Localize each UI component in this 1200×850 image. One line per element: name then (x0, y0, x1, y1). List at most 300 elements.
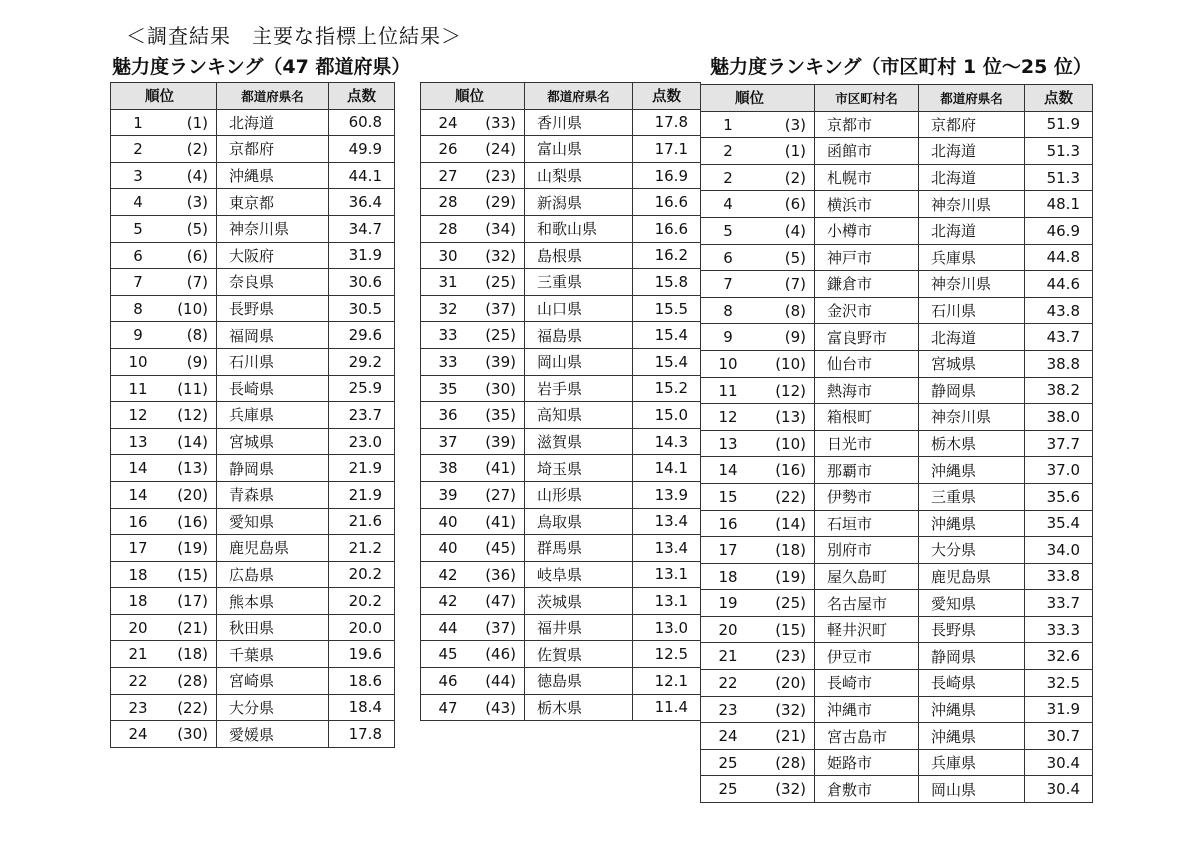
prefecture-name: 福岡県 (217, 322, 329, 349)
score-value: 51.3 (1025, 164, 1093, 191)
city-name: 倉敷市 (815, 776, 919, 803)
score-header: 点数 (633, 83, 701, 110)
prefecture-name: 栃木県 (919, 430, 1025, 457)
prefecture-name: 岩手県 (525, 375, 633, 402)
city-name: 姫路市 (815, 749, 919, 776)
rank-cell (111, 109, 217, 136)
prefecture-name: 愛媛県 (217, 721, 329, 748)
rank-cell (701, 191, 815, 218)
score-value: 33.3 (1025, 616, 1093, 643)
previous-rank: (28) (775, 753, 806, 772)
prefecture-name: 宮城県 (217, 428, 329, 455)
previous-rank: (15) (177, 565, 208, 584)
rank-cell (111, 402, 217, 429)
score-value: 30.6 (329, 269, 395, 296)
table-row (111, 136, 395, 163)
previous-rank: (4) (186, 166, 208, 185)
current-rank: 23 (718, 700, 738, 719)
previous-rank: (25) (485, 273, 516, 292)
previous-rank: (37) (485, 299, 516, 318)
table-row (111, 162, 395, 189)
table-row (421, 109, 701, 136)
table-row (701, 191, 1093, 218)
score-value: 21.6 (329, 508, 395, 535)
table-row (421, 269, 701, 296)
prefecture-name: 神奈川県 (919, 191, 1025, 218)
score-value: 30.7 (1025, 723, 1093, 750)
prefecture-name: 青森県 (217, 481, 329, 508)
current-rank: 30 (438, 246, 458, 265)
current-rank: 20 (718, 620, 738, 639)
previous-rank: (18) (177, 645, 208, 664)
rank-cell (701, 271, 815, 298)
score-value: 37.0 (1025, 457, 1093, 484)
score-value: 15.8 (633, 269, 701, 296)
score-value: 46.9 (1025, 217, 1093, 244)
prefecture-name: 長崎県 (919, 670, 1025, 697)
previous-rank: (33) (485, 113, 516, 132)
table-row (421, 694, 701, 721)
current-rank: 19 (718, 594, 738, 613)
previous-rank: (47) (485, 592, 516, 611)
rank-cell (111, 508, 217, 535)
previous-rank: (11) (177, 379, 208, 398)
current-rank: 9 (133, 326, 143, 345)
current-rank: 47 (438, 698, 458, 717)
previous-rank: (10) (775, 434, 806, 453)
score-value: 13.4 (633, 535, 701, 562)
table-row (421, 375, 701, 402)
rank-cell (111, 694, 217, 721)
previous-rank: (44) (485, 672, 516, 691)
previous-rank: (8) (186, 326, 208, 345)
score-value: 44.8 (1025, 244, 1093, 271)
table-row (701, 643, 1093, 670)
score-value: 18.6 (329, 668, 395, 695)
table-row (111, 668, 395, 695)
table-row (111, 269, 395, 296)
prefecture-name: 滋賀県 (525, 428, 633, 455)
table-row (701, 723, 1093, 750)
city-name: 伊勢市 (815, 483, 919, 510)
score-value: 17.8 (329, 721, 395, 748)
city-name: 小樽市 (815, 217, 919, 244)
prefecture-name: 静岡県 (919, 643, 1025, 670)
current-rank: 17 (718, 541, 738, 560)
rank-cell (421, 614, 525, 641)
score-value: 38.8 (1025, 350, 1093, 377)
prefecture-name: 岡山県 (919, 776, 1025, 803)
prefecture-name: 茨城県 (525, 588, 633, 615)
city-name: 長崎市 (815, 670, 919, 697)
table-row (111, 721, 395, 748)
city-name: 箱根町 (815, 404, 919, 431)
table-row (111, 428, 395, 455)
current-rank: 40 (438, 512, 458, 531)
previous-rank: (22) (177, 698, 208, 717)
prefecture-name: 兵庫県 (919, 244, 1025, 271)
current-rank: 4 (723, 195, 733, 214)
rank-cell (701, 217, 815, 244)
table-row (701, 590, 1093, 617)
score-value: 13.0 (633, 614, 701, 641)
prefecture-name: 兵庫県 (217, 402, 329, 429)
prefecture-name: 香川県 (525, 109, 633, 136)
rank-cell (421, 455, 525, 482)
prefecture-name: 静岡県 (217, 455, 329, 482)
score-value: 16.6 (633, 215, 701, 242)
current-rank: 35 (438, 379, 458, 398)
score-value: 16.9 (633, 162, 701, 189)
prefecture-name: 岡山県 (525, 348, 633, 375)
score-value: 30.4 (1025, 776, 1093, 803)
rank-header: 順位 (701, 85, 815, 112)
rank-cell (421, 508, 525, 535)
table-row (701, 616, 1093, 643)
score-value: 15.4 (633, 322, 701, 349)
previous-rank: (13) (177, 459, 208, 478)
score-value: 11.4 (633, 694, 701, 721)
rank-cell (701, 138, 815, 165)
table-row (421, 215, 701, 242)
table-row (701, 271, 1093, 298)
previous-rank: (16) (177, 512, 208, 531)
table-row (701, 111, 1093, 138)
rank-cell (701, 324, 815, 351)
score-value: 21.9 (329, 455, 395, 482)
previous-rank: (25) (775, 594, 806, 613)
rank-cell (111, 162, 217, 189)
current-rank: 16 (718, 514, 738, 533)
table-row (111, 481, 395, 508)
rank-cell (111, 535, 217, 562)
rank-cell (421, 322, 525, 349)
current-rank: 33 (438, 326, 458, 345)
city-name: 伊豆市 (815, 643, 919, 670)
city-name: 屋久島町 (815, 563, 919, 590)
table-row (111, 348, 395, 375)
previous-rank: (23) (485, 166, 516, 185)
rank-cell (701, 164, 815, 191)
current-rank: 12 (718, 408, 738, 427)
rank-cell (111, 269, 217, 296)
city-name: 鎌倉市 (815, 271, 919, 298)
current-rank: 44 (438, 618, 458, 637)
score-value: 33.8 (1025, 563, 1093, 590)
prefecture-name: 三重県 (919, 483, 1025, 510)
table-row (701, 377, 1093, 404)
score-value: 38.2 (1025, 377, 1093, 404)
rank-cell (701, 430, 815, 457)
current-rank: 13 (128, 432, 148, 451)
rank-cell (421, 162, 525, 189)
table-row (701, 483, 1093, 510)
table-row (111, 322, 395, 349)
score-value: 19.6 (329, 641, 395, 668)
score-value: 48.1 (1025, 191, 1093, 218)
score-value: 32.5 (1025, 670, 1093, 697)
current-rank: 12 (128, 406, 148, 425)
prefecture-name: 長野県 (217, 295, 329, 322)
prefecture-name: 北海道 (919, 164, 1025, 191)
prefecture-name: 京都府 (919, 111, 1025, 138)
rank-cell (111, 481, 217, 508)
prefecture-name: 沖縄県 (919, 457, 1025, 484)
rank-header: 順位 (111, 83, 217, 110)
score-value: 17.1 (633, 136, 701, 163)
rank-cell (421, 535, 525, 562)
table-row (701, 537, 1093, 564)
table-row (421, 162, 701, 189)
table-row (421, 428, 701, 455)
score-value: 13.1 (633, 561, 701, 588)
prefecture-name: 宮城県 (919, 350, 1025, 377)
previous-rank: (20) (775, 674, 806, 693)
rank-cell (421, 136, 525, 163)
prefecture-name: 和歌山県 (525, 215, 633, 242)
table-row (421, 588, 701, 615)
previous-rank: (23) (775, 647, 806, 666)
prefecture-name: 石川県 (217, 348, 329, 375)
city-name: 日光市 (815, 430, 919, 457)
rank-cell (701, 776, 815, 803)
current-rank: 7 (723, 275, 733, 294)
table-row (421, 242, 701, 269)
previous-rank: (10) (775, 354, 806, 373)
previous-rank: (3) (784, 115, 806, 134)
previous-rank: (45) (485, 539, 516, 558)
prefecture-name: 東京都 (217, 189, 329, 216)
score-value: 34.7 (329, 215, 395, 242)
prefecture-name: 三重県 (525, 269, 633, 296)
score-value: 23.0 (329, 428, 395, 455)
previous-rank: (29) (485, 193, 516, 212)
current-rank: 33 (438, 352, 458, 371)
city-name: 金沢市 (815, 297, 919, 324)
current-rank: 31 (438, 273, 458, 292)
score-value: 25.9 (329, 375, 395, 402)
rank-cell (111, 322, 217, 349)
rank-cell (421, 109, 525, 136)
score-value: 18.4 (329, 694, 395, 721)
table-row (701, 563, 1093, 590)
current-rank: 22 (128, 672, 148, 691)
score-value: 60.8 (329, 109, 395, 136)
score-value: 15.4 (633, 348, 701, 375)
rank-cell (111, 614, 217, 641)
previous-rank: (19) (177, 539, 208, 558)
score-value: 15.0 (633, 402, 701, 429)
score-value: 15.2 (633, 375, 701, 402)
current-rank: 5 (723, 221, 733, 240)
page-title: ＜調査結果 主要な指標上位結果＞ (126, 24, 462, 48)
current-rank: 28 (438, 193, 458, 212)
rank-cell (421, 348, 525, 375)
previous-rank: (34) (485, 219, 516, 238)
table-row (701, 696, 1093, 723)
table-row (111, 508, 395, 535)
prefecture-name: 山形県 (525, 481, 633, 508)
table-row (701, 457, 1093, 484)
rank-cell (421, 641, 525, 668)
prefecture-name: 神奈川県 (919, 271, 1025, 298)
previous-rank: (6) (186, 246, 208, 265)
table-row (421, 348, 701, 375)
current-rank: 6 (133, 246, 143, 265)
prefecture-name: 鳥取県 (525, 508, 633, 535)
rank-cell (111, 721, 217, 748)
current-rank: 14 (128, 459, 148, 478)
prefecture-name: 石川県 (919, 297, 1025, 324)
table-row (421, 402, 701, 429)
score-value: 36.4 (329, 189, 395, 216)
previous-rank: (32) (775, 780, 806, 799)
rank-cell (111, 348, 217, 375)
prefecture-name: 福島県 (525, 322, 633, 349)
current-rank: 10 (718, 354, 738, 373)
current-rank: 42 (438, 565, 458, 584)
rank-cell (421, 588, 525, 615)
prefecture-ranking-table-2 (420, 82, 701, 721)
current-rank: 15 (718, 487, 738, 506)
prefecture-name: 佐賀県 (525, 641, 633, 668)
previous-rank: (5) (784, 248, 806, 267)
current-rank: 42 (438, 592, 458, 611)
previous-rank: (5) (186, 219, 208, 238)
previous-rank: (9) (784, 328, 806, 347)
rank-header: 順位 (421, 83, 525, 110)
city-name: 京都市 (815, 111, 919, 138)
score-value: 20.2 (329, 588, 395, 615)
city-name: 名古屋市 (815, 590, 919, 617)
previous-rank: (9) (186, 352, 208, 371)
previous-rank: (19) (775, 567, 806, 586)
previous-rank: (1) (784, 142, 806, 161)
prefecture-name: 島根県 (525, 242, 633, 269)
table-row (421, 322, 701, 349)
score-value: 20.2 (329, 561, 395, 588)
previous-rank: (14) (775, 514, 806, 533)
previous-rank: (6) (784, 195, 806, 214)
rank-cell (701, 537, 815, 564)
current-rank: 11 (128, 379, 148, 398)
current-rank: 38 (438, 459, 458, 478)
current-rank: 18 (128, 592, 148, 611)
city-ranking-table (700, 84, 1093, 803)
table-row (111, 588, 395, 615)
previous-rank: (12) (177, 406, 208, 425)
table-row (111, 402, 395, 429)
previous-rank: (39) (485, 432, 516, 451)
current-rank: 10 (128, 352, 148, 371)
city-name: 沖縄市 (815, 696, 919, 723)
table-row (111, 455, 395, 482)
rank-cell (111, 242, 217, 269)
current-rank: 3 (133, 166, 143, 185)
table-row (701, 164, 1093, 191)
rank-cell (111, 641, 217, 668)
prefecture-name: 山梨県 (525, 162, 633, 189)
table-row (421, 535, 701, 562)
table-row (421, 508, 701, 535)
score-value: 14.3 (633, 428, 701, 455)
rank-cell (421, 561, 525, 588)
rank-cell (421, 694, 525, 721)
city-name: 別府市 (815, 537, 919, 564)
prefecture-name: 兵庫県 (919, 749, 1025, 776)
current-rank: 25 (718, 780, 738, 799)
previous-rank: (28) (177, 672, 208, 691)
current-rank: 7 (133, 273, 143, 292)
previous-rank: (22) (775, 487, 806, 506)
previous-rank: (27) (485, 485, 516, 504)
current-rank: 25 (718, 753, 738, 772)
table-row (701, 217, 1093, 244)
table-row (701, 404, 1093, 431)
current-rank: 45 (438, 645, 458, 664)
rank-cell (701, 483, 815, 510)
previous-rank: (18) (775, 541, 806, 560)
score-value: 21.2 (329, 535, 395, 562)
prefecture-name: 宮崎県 (217, 668, 329, 695)
prefecture-name: 静岡県 (919, 377, 1025, 404)
score-value: 16.6 (633, 189, 701, 216)
previous-rank: (16) (775, 461, 806, 480)
table-row (111, 694, 395, 721)
prefecture-name: 福井県 (525, 614, 633, 641)
prefecture-name: 愛知県 (919, 590, 1025, 617)
rank-cell (421, 215, 525, 242)
score-value: 30.5 (329, 295, 395, 322)
score-value: 44.1 (329, 162, 395, 189)
current-rank: 6 (723, 248, 733, 267)
previous-rank: (10) (177, 299, 208, 318)
score-value: 37.7 (1025, 430, 1093, 457)
previous-rank: (21) (177, 618, 208, 637)
prefecture-name: 奈良県 (217, 269, 329, 296)
city-name: 仙台市 (815, 350, 919, 377)
score-value: 49.9 (329, 136, 395, 163)
prefecture-ranking-table-1 (110, 82, 395, 748)
prefecture-name: 新潟県 (525, 189, 633, 216)
table-row (111, 295, 395, 322)
prefecture-name: 岐阜県 (525, 561, 633, 588)
previous-rank: (43) (485, 698, 516, 717)
score-value: 13.9 (633, 481, 701, 508)
table-row (701, 776, 1093, 803)
prefecture-name: 栃木県 (525, 694, 633, 721)
current-rank: 14 (718, 461, 738, 480)
table-row (111, 189, 395, 216)
previous-rank: (2) (186, 140, 208, 159)
rank-cell (111, 136, 217, 163)
table-row (421, 561, 701, 588)
previous-rank: (21) (775, 727, 806, 746)
current-rank: 8 (133, 299, 143, 318)
rank-cell (421, 295, 525, 322)
previous-rank: (7) (784, 275, 806, 294)
current-rank: 14 (128, 485, 148, 504)
previous-rank: (2) (784, 168, 806, 187)
score-value: 51.9 (1025, 111, 1093, 138)
prefecture-name: 大阪府 (217, 242, 329, 269)
previous-rank: (17) (177, 592, 208, 611)
previous-rank: (41) (485, 512, 516, 531)
current-rank: 16 (128, 512, 148, 531)
current-rank: 24 (718, 727, 738, 746)
city-name-header: 市区町村名 (815, 85, 919, 112)
city-name: 横浜市 (815, 191, 919, 218)
